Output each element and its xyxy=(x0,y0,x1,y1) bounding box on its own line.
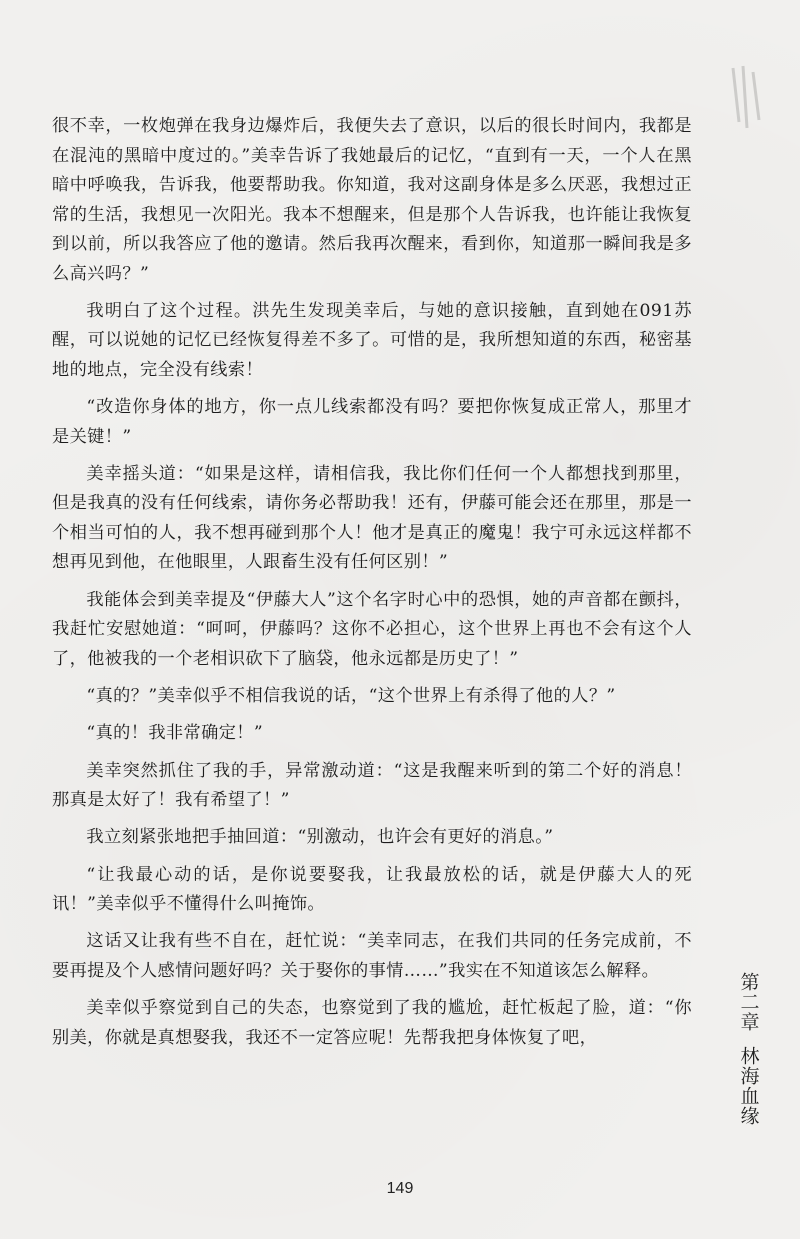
paragraph: 我能体会到美幸提及“伊藤大人”这个名字时心中的恐惧，她的声音都在颤抖，我赶忙安慰她道：“呵呵，伊藤吗？这你不必担心，这个世界上再也不会有这个人了，他被我的一个老相识砍下了脑袋，他永远都是历史了！” xyxy=(52,589,692,669)
paragraph: “真的！我非常确定！” xyxy=(86,723,264,744)
paragraph: 美幸似乎察觉到自己的失态，也察觉到了我的尴尬，赶忙板起了脸，道：“你别美，你就是真想娶我，我还不一定答应呢！先帮我把身体恢复了吧， xyxy=(52,998,692,1048)
paragraph: 我明白了这个过程。洪先生发现美幸后，与她的意识接触，直到她在091苏醒，可以说她的记忆已经恢复得差不多了。可惜的是，我所想知道的东西，秘密基地的地点，完全没有线索！ xyxy=(52,300,692,380)
paragraph: “改造你身体的地方，你一点儿线索都没有吗？要把你恢复成正常人，那里才是关键！” xyxy=(52,397,692,447)
paragraph: “真的？”美幸似乎不相信我说的话，“这个世界上有杀得了他的人？” xyxy=(86,685,616,706)
paragraph: 这话又让我有些不自在，赶忙说：“美幸同志，在我们共同的任务完成前，不要再提及个人感情问题好吗？关于娶你的事情……”我实在不知道该怎么解释。 xyxy=(52,931,692,981)
paragraph: 很不幸，一枚炮弹在我身边爆炸后，我便失去了意识，以后的很长时间内，我都是在混沌的黑暗中度过的。”美幸告诉了我她最后的记忆，“直到有一天，一个人在黑暗中呼唤我，告诉我，他要帮助我。你知道，我对这副身体是多么厌恶，我想过正常的生活，我想见一次阳光。我本不想醒来，但是那个人告诉我，也许能让我恢复到以前，所以我答应了他的邀请。然后我再次醒来，看到你，知道那一瞬间我是多么高兴吗？” xyxy=(52,116,692,284)
bleed-through-mark xyxy=(725,62,767,134)
page-number: 149 xyxy=(386,1180,414,1197)
body-text xyxy=(52,112,692,1061)
paragraph: 美幸突然抓住了我的手，异常激动道：“这是我醒来听到的第二个好的消息！那真是太好了！我有希望了！” xyxy=(52,760,692,811)
paragraph: “让我最心动的话，是你说要娶我，让我最放松的话，就是伊藤大人的死讯！”美幸似乎不懂得什么叫掩饰。 xyxy=(52,864,692,915)
paragraph: 美幸摇头道：“如果是这样，请相信我，我比你们任何一个人都想找到那里，但是我真的没有任何线索，请你务必帮助我！还有，伊藤可能会还在那里，那是一个相当可怕的人，我不想再碰到那个人！他才是真正的魔鬼！我宁可永远这样都不想再见到他，在他眼里，人跟畜生没有任何区别！” xyxy=(52,463,692,573)
running-chapter-title xyxy=(733,972,763,1126)
chapter-title: 林海血缘 xyxy=(737,1046,760,1126)
paragraph: 我立刻紧张地把手抽回道：“别激动，也许会有更好的消息。” xyxy=(86,827,554,848)
chapter-number: 第二章 xyxy=(737,972,760,1032)
